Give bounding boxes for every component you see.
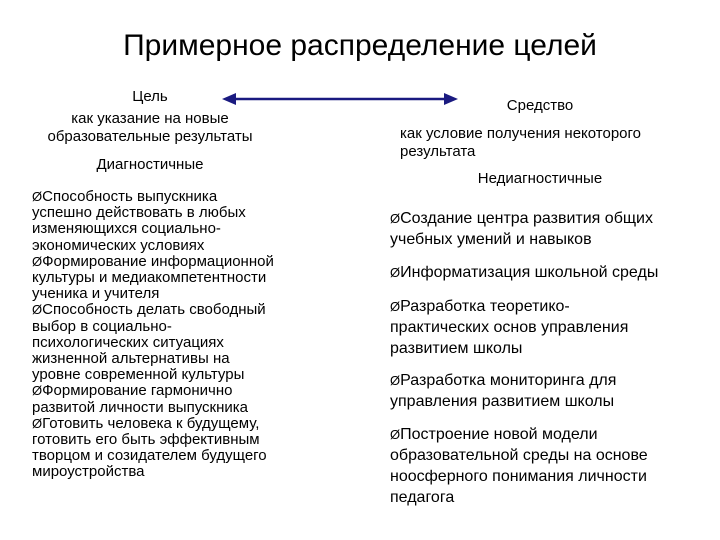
goal-item-2-line: ученика и учителя — [32, 285, 160, 303]
goal-item-5: ØГотовить человека к будущему, — [32, 414, 260, 432]
means-item-3: ØРазработка теоретико- практических основ управления развитием школы — [390, 296, 700, 359]
means-item-5-line: педагога — [390, 489, 455, 506]
means-item-4-line: управления развитием школы — [390, 393, 615, 410]
means-item-5-line: ноосферного понимания личности — [390, 468, 647, 485]
goal-item-3-line: уровне современной культуры — [32, 366, 245, 384]
bullet-arrow-icon: Ø — [32, 415, 43, 431]
goal-description-line-1: как указание на новые — [71, 110, 229, 127]
means-item-2: ØИнформатизация школьной среды — [390, 264, 659, 281]
means-non-diagnostic-label: Недиагностичные — [477, 170, 603, 187]
goal-item-1: ØСпособность выпускника — [32, 188, 218, 205]
goal-item-5-line: готовить его быть эффективным — [32, 431, 260, 449]
goal-item-1-line: экономических условиях — [32, 236, 205, 254]
goal-item-3: ØСпособность делать свободный — [32, 301, 266, 319]
goal-item-1-line: успешно действовать в любых — [32, 204, 246, 222]
means-item-3-line: практических основ управления — [390, 319, 629, 336]
bullet-arrow-icon: Ø — [390, 427, 401, 442]
goal-item-5-line: творцом и созидателем будущего — [32, 447, 267, 465]
goal-item-3-line: выбор в социально- — [32, 317, 172, 335]
bullet-arrow-icon: Ø — [390, 265, 401, 280]
goal-item-3-line: жизненной альтернативы на — [32, 350, 230, 368]
means-description-line-2: результата — [400, 143, 476, 160]
means-item-5-line: образовательной среды на основе — [390, 447, 648, 464]
goal-item-2-line: культуры и медиакомпетентности — [32, 269, 267, 287]
bullet-arrow-icon: Ø — [32, 189, 43, 204]
bullet-arrow-icon: Ø — [32, 253, 43, 269]
goal-description-line-2: образовательные результаты — [47, 128, 253, 145]
page-title: Примерное распределение целей — [123, 29, 597, 62]
bullet-arrow-icon: Ø — [32, 383, 43, 399]
goal-item-4-line: развитой личности выпускника — [32, 398, 248, 416]
bullet-arrow-icon: Ø — [32, 302, 43, 318]
goal-item-3-line: психологических ситуациях — [32, 333, 224, 351]
means-description-line-1: как условие получения некоторого — [400, 125, 641, 142]
bullet-arrow-icon: Ø — [390, 211, 401, 226]
goal-item-4: ØФормирование гармонично — [32, 382, 233, 400]
means-item-1: ØСоздание центра развития общих учебных умений и навыков — [390, 208, 700, 250]
bullet-arrow-icon: Ø — [390, 373, 401, 388]
means-item-3-line: развитием школы — [390, 340, 523, 357]
means-item-4: ØРазработка мониторинга для управления развитием школы — [390, 370, 700, 412]
means-heading: Средство — [506, 97, 574, 114]
means-item-5: ØПостроение новой модели образовательной среды на основе ноосферного понимания личности педагога — [390, 424, 700, 508]
goal-heading: Цель — [132, 88, 168, 105]
goal-diagnostic-label: Диагностичные — [96, 156, 204, 173]
goal-item-2: ØФормирование информационной — [32, 252, 274, 270]
goal-item-5-line: мироустройства — [32, 463, 145, 481]
goal-item-1-line: изменяющихся социально- — [32, 220, 221, 238]
goals-list — [32, 189, 332, 481]
means-item-1-line: учебных умений и навыков — [390, 231, 592, 248]
bullet-arrow-icon: Ø — [390, 299, 401, 314]
